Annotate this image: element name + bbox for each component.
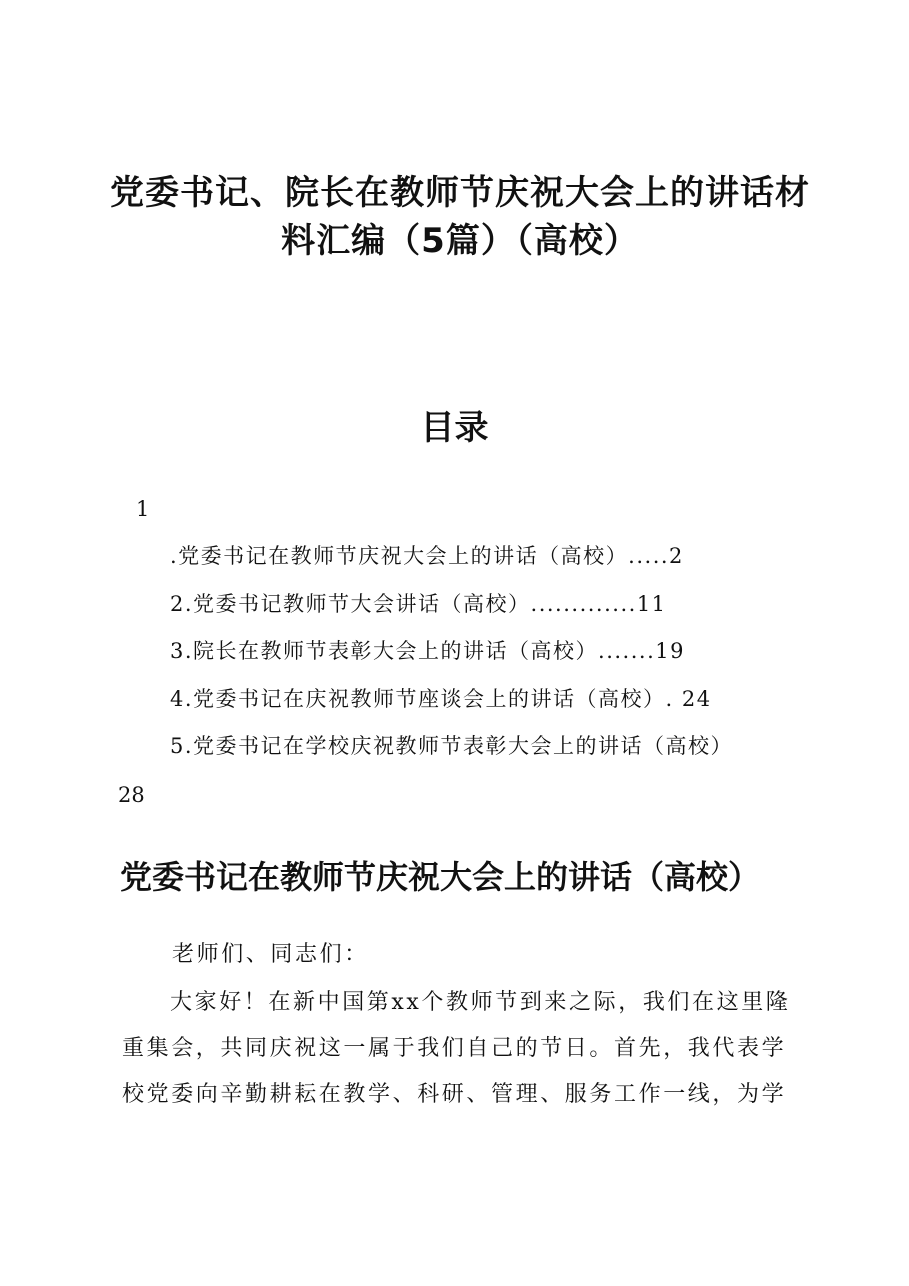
- toc-item-5[interactable]: 5.党委书记在学校庆祝教师节表彰大会上的讲话（高校）: [170, 734, 734, 758]
- toc-item-1[interactable]: .党委书记在教师节庆祝大会上的讲话（高校）.....2: [170, 544, 684, 568]
- toc-item-2[interactable]: 2.党委书记教师节大会讲话（高校）.............11: [170, 592, 667, 616]
- document-title-line-2: 料汇编（5篇）（高校）: [281, 221, 639, 261]
- toc-item-4[interactable]: 4.党委书记在庆祝教师节座谈会上的讲话（高校）. 24: [170, 687, 712, 711]
- greeting-paragraph: 老师们、同志们：: [172, 942, 369, 967]
- toc-item-3[interactable]: 3.院长在教师节表彰大会上的讲话（高校）.......19: [170, 639, 685, 663]
- toc-heading: 目录: [420, 408, 489, 448]
- toc-item-5-page: 28: [118, 783, 145, 807]
- body-paragraph: 大家好！在新中国第xx个教师节到来之际，我们在这里隆重集会，共同庆祝这一属于我们自己的节日。首先，我代表学校党委向辛勤耕耘在教学、科研、管理、服务工作一线，为学: [122, 990, 791, 1107]
- toc-first-number: 1: [136, 497, 150, 521]
- section-title: 党委书记在教师节庆祝大会上的讲话（高校）: [120, 858, 761, 896]
- document-title-line-1: 党委书记、院长在教师节庆祝大会上的讲话材: [110, 173, 810, 213]
